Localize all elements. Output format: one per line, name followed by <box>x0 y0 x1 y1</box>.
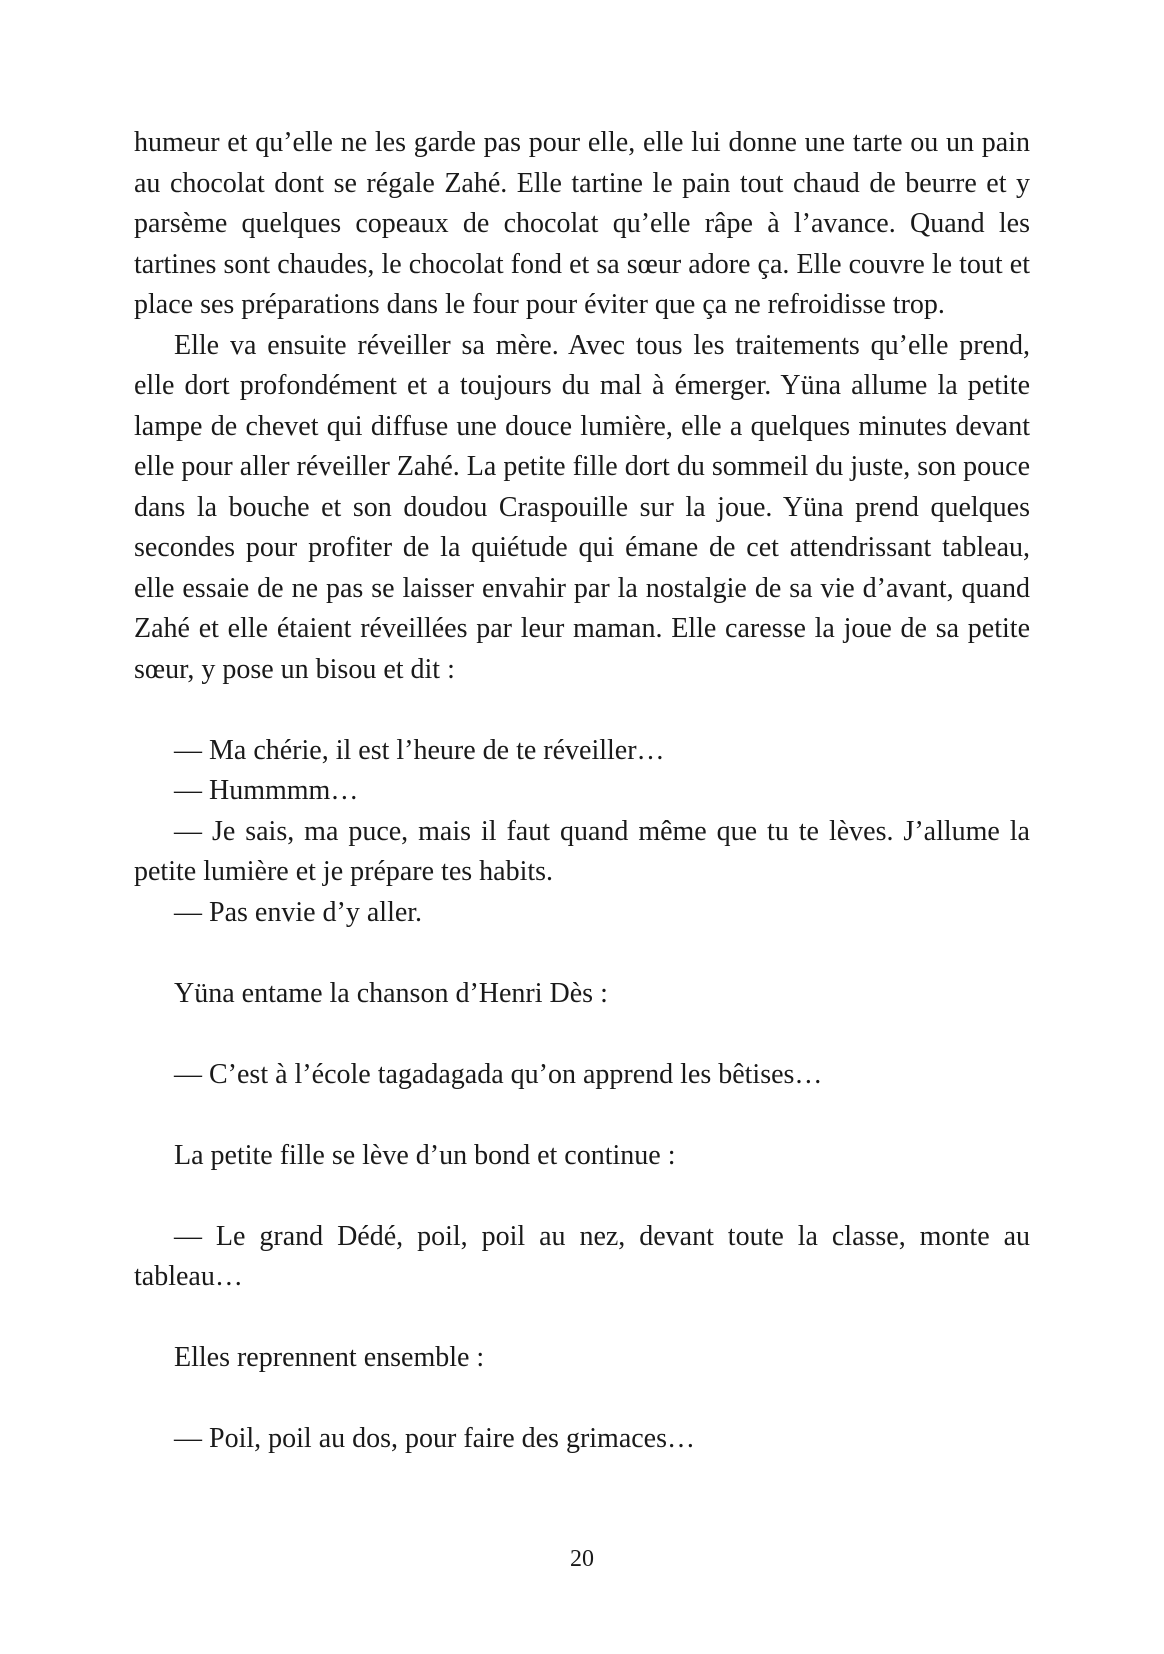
spacer <box>134 1014 1030 1055</box>
spacer <box>134 1298 1030 1339</box>
paragraph-wake-mother: Elle va ensuite réveiller sa mère. Avec tous les traitements qu’elle prend, elle dort profondément et a toujours du mal à émerger. Yüna allume la petite lampe de chevet qui diffuse une douce lumière, elle a quelques minutes devant elle pour aller réveiller Zahé. La petite fille dort du sommeil du juste, son pouce dans la bouche et son doudou Craspouille sur la joue. Yüna prend quelques secondes pour profiter de la quiétude qui émane de cet attendrissant tableau, elle essaie de ne pas se laisser envahir par la nostalgie de sa vie d’avant, quand Zahé et elle étaient réveillées par leur maman. Elle caresse la joue de sa petite sœur, y pose un bisou et dit : <box>134 329 1030 685</box>
song-line: — C’est à l’école tagadagada qu’on apprend les bêtises… <box>174 1058 823 1090</box>
spacer <box>134 1095 1030 1136</box>
song-line: — Le grand Dédé, poil, poil au nez, devant toute la classe, monte au tableau… <box>134 1220 1030 1292</box>
dialogue-line: — Je sais, ma puce, mais il faut quand même que tu te lèves. J’allume la petite lumière et je prépare tes habits. <box>134 815 1030 887</box>
dialogue-line: — Pas envie d’y aller. <box>174 896 423 928</box>
dialogue-line: — Hummmm… <box>174 775 359 806</box>
page-body <box>134 123 1030 1460</box>
song-line: — Poil, poil au dos, pour faire des grimaces… <box>174 1423 696 1454</box>
spacer <box>134 933 1030 974</box>
spacer <box>134 1176 1030 1217</box>
narration-line: Yüna entame la chanson d’Henri Dès : <box>174 977 608 1009</box>
spacer <box>134 690 1030 731</box>
narration-line: Elles reprennent ensemble : <box>174 1342 485 1373</box>
narration-line: La petite fille se lève d’un bond et continue : <box>174 1139 676 1171</box>
page-number: 20 <box>570 1546 594 1572</box>
dialogue-line: — Ma chérie, il est l’heure de te réveiller… <box>174 734 665 766</box>
spacer <box>134 1379 1030 1420</box>
paragraph-breakfast: humeur et qu’elle ne les garde pas pour elle, elle lui donne une tarte ou un pain au chocolat dont se régale Zahé. Elle tartine le pain tout chaud de beurre et y parsème quelques copeaux de chocolat qu’elle râpe à l’avance. Quand les tartines sont chaudes, le chocolat fond et sa sœur adore ça. Elle couvre le tout et place ses préparations dans le four pour éviter que ça ne refroidisse trop. <box>134 127 1030 320</box>
